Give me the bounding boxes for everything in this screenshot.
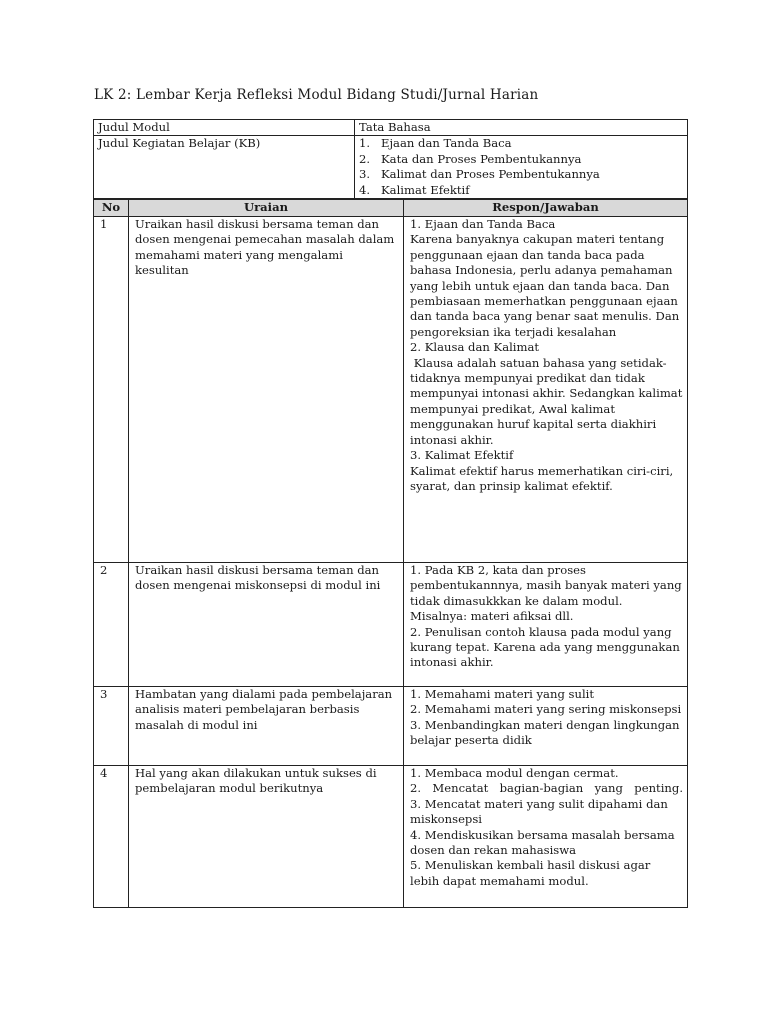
row-number: 4 (94, 766, 129, 908)
page-title: LK 2: Lembar Kerja Refleksi Modul Bidang Studi/Jurnal Harian (94, 87, 539, 103)
row-respon (404, 217, 688, 563)
kb-item-number: 4. (359, 182, 371, 197)
respon-line: 2. Mencatat bagian-bagian yang penting. (410, 781, 683, 796)
respon-line: 2. Klausa dan Kalimat (410, 340, 540, 355)
kb-item-text: Ejaan dan Tanda Baca (381, 136, 512, 151)
kb-list-item (359, 183, 683, 198)
respon-line: 1. Membaca modul dengan cermat. (410, 766, 619, 780)
kb-item-text: Kalimat Efektif (381, 182, 470, 197)
respon-line: Klausa adalah satuan bahasa yang setidak-tidaknya mempunyai predikat dan tidak mempunyai intonasi akhir. Sedangkan kalimat mempunyai predikat, Awal kalimat menggunakan huruf kapital serta diakhiri intonasi akhir. (410, 355, 687, 447)
header-respon: Respon/Jawaban (404, 200, 688, 217)
kb-item-text: Kalimat dan Proses Pembentukannya (381, 167, 600, 182)
respon-line: 3. Kalimat Efektif (410, 448, 514, 463)
table-row (94, 766, 688, 908)
row-respon (404, 687, 688, 766)
header-no: No (94, 200, 129, 217)
kb-list (359, 136, 683, 198)
respon-line: 1. Memahami materi yang sulit (410, 687, 595, 701)
row-number: 2 (94, 563, 129, 687)
row-respon (404, 563, 688, 687)
table-row (94, 217, 688, 563)
kb-item-number: 2. (359, 151, 371, 166)
kb-item-text: Kata dan Proses Pembentukannya (381, 151, 582, 166)
module-title-row (94, 120, 688, 136)
respon-line: Karena banyaknya cakupan materi tentang penggunaan ejaan dan tanda baca pada bahasa Indonesia, perlu adanya pemahaman yang lebih untuk ejaan dan tanda baca. Dan pembiasaan memerhatkan penggunaan ejaan dan tanda baca yang benar saat menulis. Dan pengoreksian ika terjadi kesalahan (410, 232, 683, 339)
respon-line: Kalimat efektif harus memerhatikan ciri-ciri, syarat, dan prinsip kalimat efektif. (410, 463, 677, 493)
row-uraian: Uraikan hasil diskusi bersama teman dan dosen mengenai pemecahan masalah dalam memahami materi yang mengalami kesulitan (129, 217, 404, 563)
row-number: 3 (94, 687, 129, 766)
kb-item-number: 1. (359, 136, 371, 151)
kb-list-item (359, 136, 683, 151)
kb-list-item (359, 167, 683, 182)
respon-line: 2. Penulisan contoh klausa pada modul yang kurang tepat. Karena ada yang menggunakan intonasi akhir. (410, 624, 684, 670)
respon-line: 3. Mencatat materi yang sulit dipahami dan miskonsepsi (410, 796, 672, 827)
respon-line: 2. Memahami materi yang sering miskonsepsi (410, 702, 682, 717)
table-row (94, 687, 688, 766)
module-title-label: Judul Modul (94, 120, 355, 136)
table-row (94, 563, 688, 687)
module-info-table (93, 119, 688, 199)
respon-line: 4. Mendiskusikan bersama masalah bersama dosen dan rekan mahasiswa (410, 827, 679, 858)
respon-line: 1. Ejaan dan Tanda Baca (410, 217, 556, 231)
module-title-value: Tata Bahasa (355, 120, 688, 136)
respon-line: 5. Menuliskan kembali hasil diskusi agar lebih dapat memahami modul. (410, 858, 655, 888)
header-uraian: Uraian (129, 200, 404, 217)
row-uraian: Hambatan yang dialami pada pembelajaran analisis materi pembelajaran berbasis masalah di modul ini (129, 687, 404, 766)
kb-title-label: Judul Kegiatan Belajar (KB) (94, 136, 355, 199)
kb-list-item (359, 152, 683, 167)
kb-item-number: 3. (359, 167, 371, 182)
respon-line: 1. Pada KB 2, kata dan proses pembentukannnya, masih banyak materi yang tidak dimasukkkan ke dalam modul. Misalnya: materi afiksai dll. (410, 563, 686, 624)
kb-title-list-cell (355, 136, 688, 199)
table-header-row (94, 200, 688, 217)
row-uraian: Hal yang akan dilakukan untuk sukses di pembelajaran modul berikutnya (129, 766, 404, 908)
row-respon (404, 766, 688, 908)
row-number: 1 (94, 217, 129, 563)
respon-line: 3. Menbandingkan materi dengan lingkungan belajar peserta didik (410, 717, 684, 748)
row-uraian: Uraikan hasil diskusi bersama teman dan dosen mengenai miskonsepsi di modul ini (129, 563, 404, 687)
kb-title-row (94, 136, 688, 199)
reflection-table (93, 199, 688, 908)
